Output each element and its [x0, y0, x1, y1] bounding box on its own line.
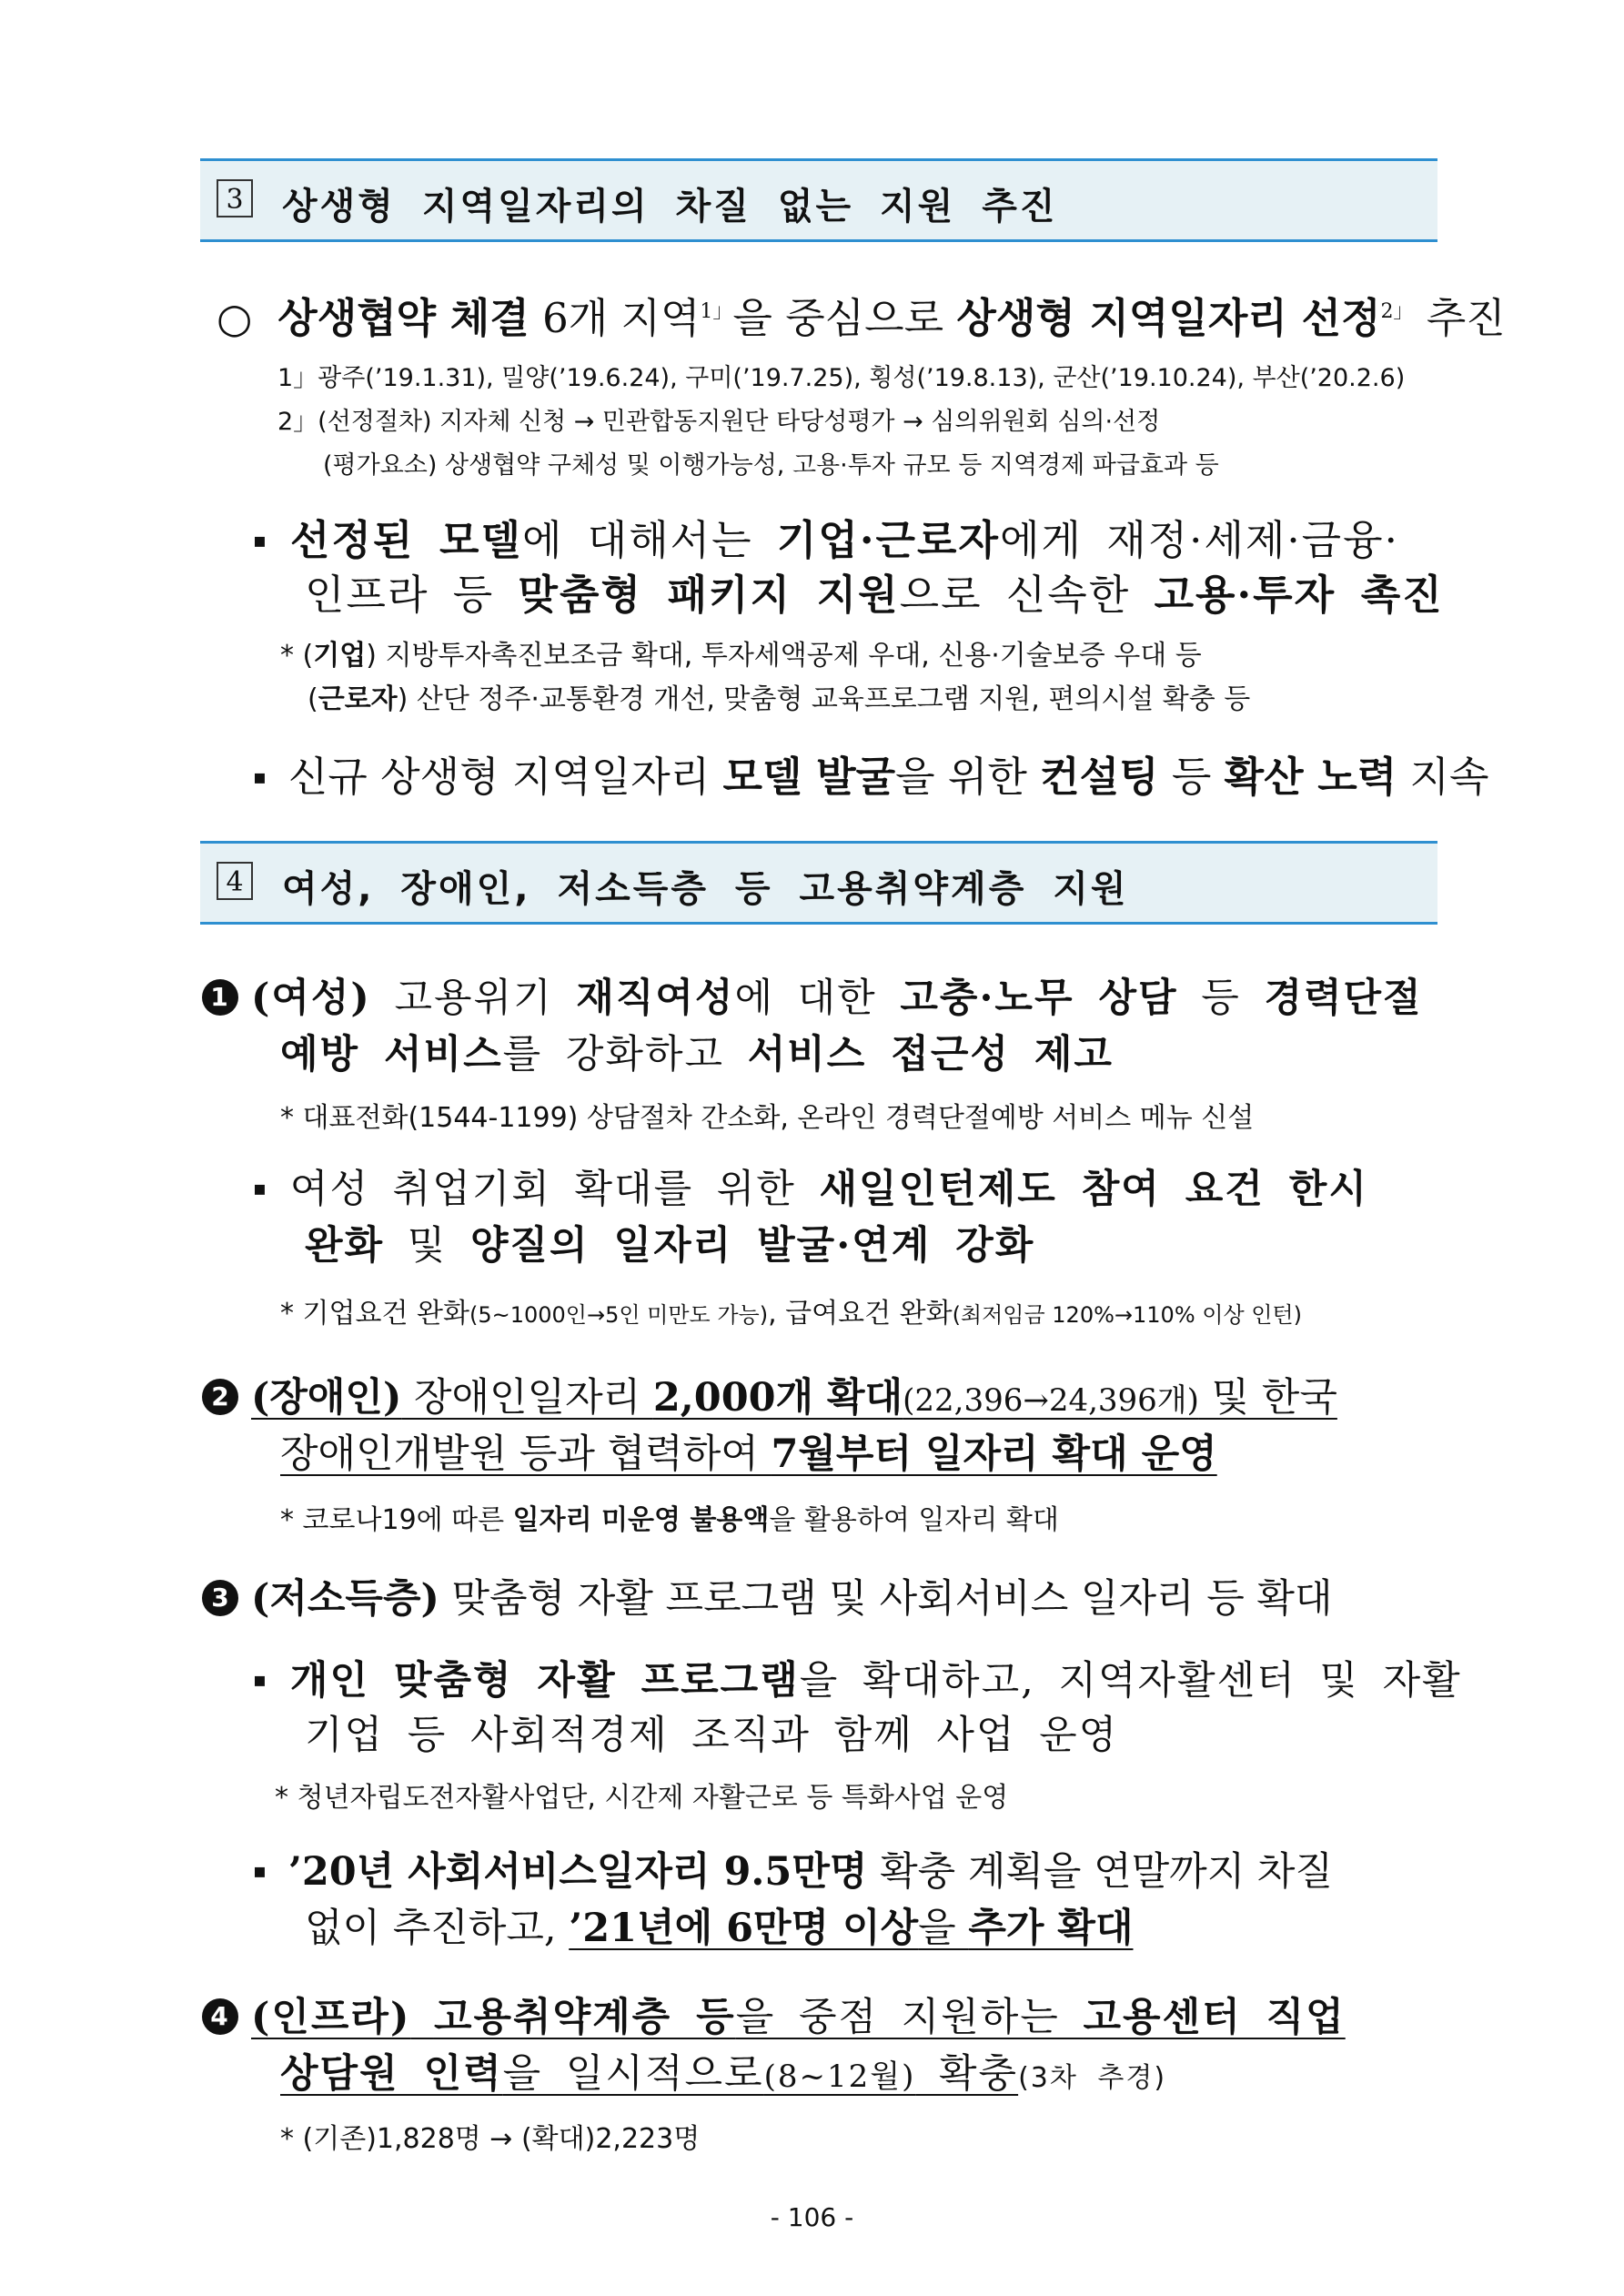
square-bullet-icon: ▪ [253, 1860, 267, 1883]
square-bullet-icon: ▪ [253, 1178, 268, 1200]
item-1-line2: 예방 서비스를 강화하고 서비스 접근성 제고 [280, 1032, 1114, 1077]
section-4-header [200, 841, 1437, 925]
section-3-number: 3 [217, 179, 253, 217]
item-2-line1: 2 (장애인) 장애인일자리 2,000개 확대(22,396→24,396개) 및 한국 [202, 1367, 1337, 1422]
section-3-sub-bullet-2: ▪ 신규 상생형 지역일자리 모델 발굴을 위한 컨설팅 등 확산 노력 지속 [253, 753, 1489, 801]
item-4-line2: 상담원 인력을 일시적으로(8~12월) 확충(3차 추경) [280, 2051, 1167, 2097]
square-bullet-icon: ▪ [253, 1669, 268, 1692]
number-1-icon: 1 [202, 979, 238, 1016]
section-3-bullet: ○ 상생협약 체결 6개 지역$^{1」}$을 중심으로 상생형 지역일자리 선정$^{2」}$ 추진 [217, 294, 1506, 342]
footnote-2-line2: (평가요소) 상생협약 구체성 및 이행가능성, 고용·투자 규모 등 지역경제 파급효과 등 [323, 451, 1219, 480]
item-4-line1: 4 (인프라) 고용취약계층 등을 중점 지원하는 고용센터 직업 [202, 1987, 1346, 2042]
square-bullet-icon: ▪ [253, 530, 268, 552]
section-3-sub-bullet-1-line2: 인프라 등 맞춤형 패키지 지원으로 신속한 고용·투자 촉진 [305, 571, 1444, 619]
number-3-icon: 3 [202, 1580, 238, 1616]
item-3-sub-1-line1: ▪ 개인 맞춤형 자활 프로그램을 확대하고, 지역자활센터 및 자활 [253, 1658, 1462, 1704]
section-3-header [200, 158, 1437, 242]
item-1-sub-line1: ▪ 여성 취업기회 확대를 위한 새일인턴제도 참여 요건 한시 [253, 1167, 1368, 1212]
footnote-1: 1」광주(’19.1.31), 밀양(’19.6.24), 구미(’19.7.25), 횡성(’19.8.13), 군산(’19.10.24), 부산(’20.2.6) [277, 364, 1406, 392]
item-3-line1: 3 (저소득층) 맞춤형 자활 프로그램 및 사회서비스 일자리 등 확대 [202, 1568, 1333, 1623]
item-4-note: * (기존)1,828명 → (확대)2,223명 [280, 2123, 701, 2155]
item-1-note: * 대표전화(1544-1199) 상담절차 간소화, 온라인 경력단절예방 서비스 메뉴 신설 [280, 1102, 1255, 1134]
square-bullet-icon: ▪ [253, 766, 267, 789]
section-3-note-2: (근로자) 산단 정주·교통환경 개선, 맞춤형 교육프로그램 지원, 편의시설 확충 등 [308, 683, 1251, 715]
item-1-line1: 1 (여성) 고용위기 재직여성에 대한 고충·노무 상담 등 경력단절 [202, 967, 1423, 1023]
circle-bullet-icon: ○ [217, 294, 253, 342]
section-3-sub-bullet-1-line1: ▪ 선정된 모델에 대해서는 기업·근로자에게 재정·세제·금융· [253, 516, 1399, 564]
section-3-note-1: * (기업) 지방투자촉진보조금 확대, 투자세액공제 우대, 신용·기술보증 우대 등 [280, 640, 1202, 672]
item-3-sub-1-note: * 청년자립도전자활사업단, 시간제 자활근로 등 특화사업 운영 [275, 1782, 1009, 1814]
item-3-sub-2-line2: 없이 추진하고, ’21년에 6만명 이상을 추가 확대 [305, 1906, 1134, 1951]
item-2-line2: 장애인개발원 등과 협력하여 7월부터 일자리 확대 운영 [280, 1431, 1217, 1477]
item-3-sub-1-line2: 기업 등 사회적경제 조직과 함께 사업 운영 [305, 1713, 1119, 1758]
section-4-number: 4 [217, 862, 253, 900]
item-2-note: * 코로나19에 따른 일자리 미운영 불용액을 활용하여 일자리 확대 [280, 1504, 1059, 1536]
page-number: - 106 - [770, 2202, 854, 2232]
item-1-sub-line2: 완화 및 양질의 일자리 발굴·연계 강화 [305, 1223, 1035, 1269]
section-3-title: 상생형 지역일자리의 차질 없는 지원 추진 [282, 186, 1058, 228]
footnote-2: 2」(선정절차) 지자체 신청 → 민관합동지원단 타당성평가 → 심의위원회 심의·선정 [277, 408, 1161, 436]
number-2-icon: 2 [202, 1379, 238, 1415]
number-4-icon: 4 [202, 1998, 238, 2035]
item-1-sub-note: * 기업요건 완화(5~1000인→5인 미만도 가능), 급여요건 완화(최저임금 120%→110% 이상 인턴) [280, 1298, 1302, 1330]
section-4-title: 여성, 장애인, 저소득층 등 고용취약계층 지원 [282, 868, 1129, 910]
item-3-sub-2-line1: ▪ ’20년 사회서비스일자리 9.5만명 확충 계획을 연말까지 차질 [253, 1849, 1333, 1895]
